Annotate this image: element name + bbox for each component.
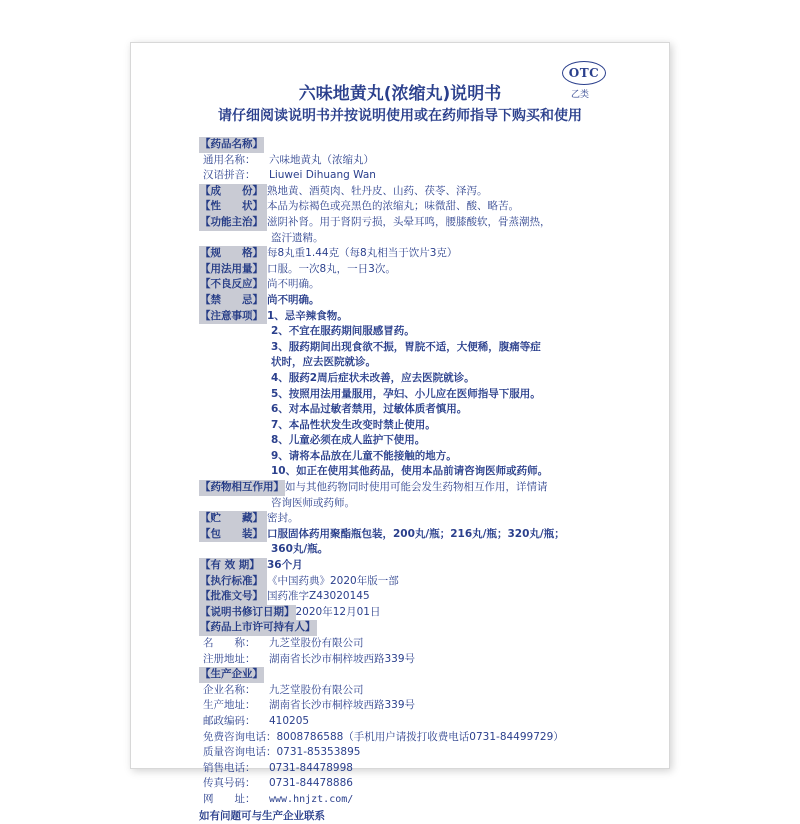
free-hotline-label: 免费咨询电话： (203, 730, 277, 743)
approval-value: 国药准字Z43020145 (267, 590, 370, 603)
storage-value: 密封。 (267, 512, 299, 525)
website-label: 网 址： (203, 792, 256, 805)
manufacturer-label: 【生产企业】 (199, 667, 264, 683)
standard-value: 《中国药典》2020年版一部 (267, 574, 399, 587)
drug-name-label: 【药品名称】 (199, 137, 264, 153)
precaution-item: 状时，应去医院就诊。 (271, 356, 376, 369)
website-value: www.hnjzt.com/ (269, 793, 354, 805)
document-title: 六味地黄丸(浓缩丸)说明书 (298, 84, 502, 104)
contraindications-label: 【禁 忌】 (199, 293, 267, 309)
read-notice: 请仔细阅读说明书并按说明使用或在药师指导下购买和使用 (218, 108, 582, 124)
ingredients-label: 【成 份】 (199, 184, 267, 200)
revision-date-value: 2020年12月01日 (295, 605, 381, 618)
leaflet-sheet (130, 42, 670, 822)
contraindications-value: 尚不明确。 (267, 293, 320, 306)
otc-class-label: 乙类 (571, 90, 590, 100)
adverse-value: 尚不明确。 (267, 278, 320, 291)
sales-phone-value: 0731-84478998 (269, 761, 353, 774)
package-value-cont: 360丸/瓶。 (271, 543, 329, 556)
holder-name-value: 九芝堂股份有限公司 (269, 637, 364, 649)
license-holder-label: 【药品上市许可持有人】 (199, 620, 317, 636)
precaution-item: 10、如正在使用其他药品，使用本品前请咨询医师或药师。 (271, 465, 549, 478)
validity-label: 【有 效 期】 (199, 558, 267, 574)
indications-value: 滋阴补肾。用于肾阴亏损，头晕耳鸣，腰膝酸软，骨蒸潮热， (267, 215, 551, 228)
adverse-label: 【不良反应】 (199, 277, 267, 293)
fax-value: 0731-84478886 (269, 777, 353, 790)
leaflet-content (199, 137, 659, 824)
indications-value-cont: 盗汗遗精。 (271, 231, 324, 244)
spec-value: 每8丸重1.44克（每8丸相当于饮片3克） (267, 247, 458, 260)
storage-label: 【贮 藏】 (199, 511, 267, 527)
package-value: 口服固体药用聚酯瓶包装，200丸/瓶；216丸/瓶；320丸/瓶； (267, 527, 565, 540)
precaution-item: 1、忌辛辣食物。 (267, 309, 348, 322)
appearance-value: 本品为棕褐色或亮黑色的浓缩丸；味微甜、酸、略苦。 (267, 200, 519, 213)
precaution-item: 7、本品性状发生改变时禁止使用。 (271, 418, 436, 431)
precaution-item: 8、儿童必须在成人监护下使用。 (271, 434, 426, 447)
dosage-label: 【用法用量】 (199, 262, 267, 278)
postal-code-value: 410205 (269, 714, 310, 727)
precaution-item: 3、服药期间出现食欲不振，胃脘不适，大便稀，腹痛等症 (271, 340, 541, 353)
generic-name-label: 通用名称： (203, 153, 256, 166)
company-name-label: 企业名称： (203, 683, 256, 696)
fax-label: 传真号码： (203, 777, 256, 790)
quality-hotline-value: 0731-85353895 (276, 746, 361, 759)
holder-name-label: 名 称： (203, 637, 256, 649)
pinyin-value: Liuwei Dihuang Wan (269, 169, 376, 182)
footer-contact-note: 如有问题可与生产企业联系 (199, 809, 325, 822)
holder-address-value: 湖南省长沙市桐梓坡西路339号 (269, 652, 416, 665)
appearance-label: 【性 状】 (199, 199, 267, 215)
generic-name-value: 六味地黄丸（浓缩丸） (269, 153, 374, 166)
production-address-value: 湖南省长沙市桐梓坡西路339号 (269, 699, 416, 712)
otc-badge: OTC (562, 61, 606, 85)
approval-label: 【批准文号】 (199, 589, 267, 605)
interactions-label: 【药物相互作用】 (199, 480, 285, 496)
production-address-label: 生产地址： (203, 699, 256, 712)
postal-code-label: 邮政编码： (203, 714, 256, 727)
pinyin-label: 汉语拼音： (203, 169, 256, 182)
sales-phone-label: 销售电话： (203, 761, 256, 774)
precaution-item: 4、服药2周后症状未改善，应去医院就诊。 (271, 371, 475, 384)
quality-hotline-label: 质量咨询电话： (203, 746, 277, 759)
standard-label: 【执行标准】 (199, 574, 267, 590)
free-hotline-value: 8008786588（手机用户请拨打收费电话0731-84499729） (276, 730, 564, 743)
indications-label: 【功能主治】 (199, 215, 267, 231)
precaution-item: 5、按照用法用量服用，孕妇、小儿应在医师指导下服用。 (271, 387, 541, 400)
interactions-value: 如与其他药物同时使用可能会发生药物相互作用，详情请 (285, 481, 548, 494)
precaution-item: 6、对本品过敏者禁用，过敏体质者慎用。 (271, 403, 468, 416)
precautions-label: 【注意事项】 (199, 309, 267, 325)
interactions-value-cont: 咨询医师或药师。 (271, 496, 355, 509)
holder-address-label: 注册地址： (203, 652, 256, 665)
ingredients-value: 熟地黄、酒萸肉、牡丹皮、山药、茯苓、泽泻。 (267, 184, 488, 197)
company-name-value: 九芝堂股份有限公司 (269, 683, 364, 696)
package-label: 【包 装】 (199, 527, 267, 543)
precaution-item: 9、请将本品放在儿童不能接触的地方。 (271, 449, 457, 462)
validity-value: 36个月 (267, 559, 303, 572)
precaution-item: 2、不宜在服药期间服感冒药。 (271, 325, 415, 338)
dosage-value: 口服。一次8丸，一日3次。 (267, 262, 396, 275)
spec-label: 【规 格】 (199, 246, 267, 262)
revision-date-label: 【说明书修订日期】 (199, 605, 296, 621)
